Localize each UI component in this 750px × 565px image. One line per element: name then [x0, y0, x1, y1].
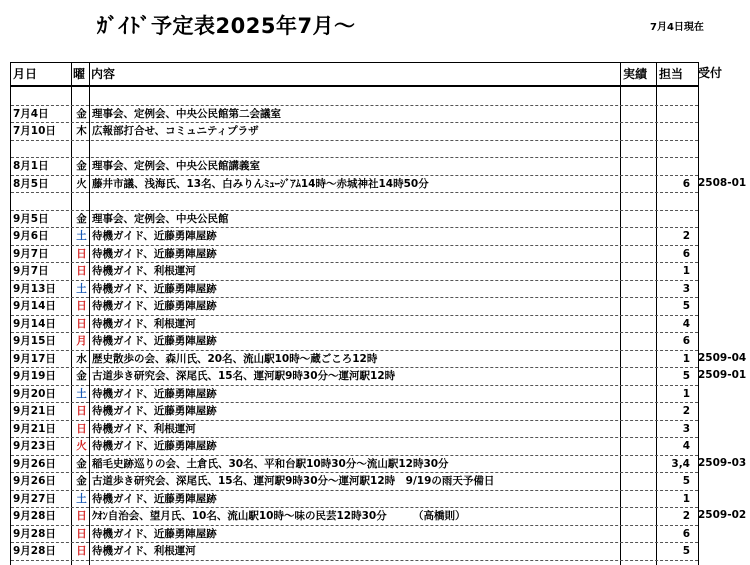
table-row [11, 245, 698, 264]
day-cell [73, 87, 90, 105]
tanto-cell [656, 140, 690, 158]
date-cell: 8月1日 [13, 160, 49, 172]
tanto-cell [656, 157, 690, 175]
tanto-cell: 1 [682, 352, 690, 365]
content-cell: 待機ガイド、近藤勇陣屋跡 [92, 300, 217, 312]
table-row [11, 350, 698, 369]
day-cell: 土 [76, 387, 87, 400]
date-cell: 9月7日 [13, 265, 49, 277]
tanto-cell: 1 [682, 492, 690, 505]
date-cell: 9月28日 [13, 545, 56, 557]
table-row [11, 105, 698, 124]
date-cell: 9月14日 [13, 300, 56, 312]
day-cell: 日 [76, 317, 87, 330]
table-row [11, 525, 698, 544]
table-row [11, 332, 698, 351]
content-cell: 待機ガイド、近藤勇陣屋跡 [92, 230, 217, 242]
tanto-cell: 6 [682, 335, 690, 347]
day-cell: 土 [76, 230, 87, 242]
day-cell: 金 [76, 370, 87, 382]
tanto-cell: 5 [682, 475, 690, 487]
table-row [11, 262, 698, 281]
table-row [11, 315, 698, 334]
table-row [11, 542, 698, 561]
header-day: 曜 [73, 67, 86, 81]
day-cell: 月 [76, 335, 87, 347]
table-row [11, 297, 698, 316]
uketsuke-cell: 2509-02 [698, 509, 747, 521]
date-cell: 9月6日 [13, 230, 49, 242]
content-cell: 待機ガイド、利根運河 [92, 265, 196, 277]
tanto-cell [656, 105, 690, 123]
day-cell: 金 [76, 107, 87, 120]
table-row [11, 507, 698, 526]
uketsuke-cell: 2508-01 [698, 176, 747, 189]
date-cell: 9月20日 [13, 387, 56, 400]
page-title: ｶﾞｲﾄﾞ予定表2025年7月～ [97, 14, 356, 38]
schedule-table [10, 62, 699, 565]
date-cell: 9月21日 [13, 405, 56, 417]
tanto-cell: 6 [682, 527, 690, 540]
tanto-cell: 6 [682, 177, 690, 190]
uketsuke-cell: 2509-04 [698, 351, 747, 364]
tanto-cell: 1 [682, 265, 690, 277]
tanto-cell: 6 [682, 247, 690, 260]
date-cell: 9月26日 [13, 457, 56, 470]
content-cell: 待機ガイド、近藤勇陣屋跡 [92, 440, 217, 452]
day-cell: 日 [76, 510, 87, 522]
header-content: 内容 [91, 67, 116, 81]
tanto-cell: 3,4 [671, 457, 690, 470]
content-cell: 待機ガイド、近藤勇陣屋跡 [92, 247, 217, 260]
content-cell: 古道歩き研究会、深尾氏、15名、運河駅9時30分～運河駅12時 9/19の雨天予備日 [92, 475, 495, 487]
date-cell: 9月15日 [13, 335, 56, 347]
table-row [11, 140, 698, 159]
date-cell: 9月21日 [13, 422, 56, 435]
header-uketsuke: 受付 [698, 66, 723, 80]
day-cell [73, 192, 90, 210]
day-cell: 日 [76, 300, 87, 312]
content-cell: 古道歩き研究会、深尾氏、15名、運河駅9時30分～運河駅12時 [92, 370, 396, 382]
day-cell: 金 [76, 160, 87, 172]
table-row [11, 472, 698, 491]
content-cell: 理事会、定例会、中央公民館第二会議室 [92, 107, 281, 120]
date-cell: 8月5日 [13, 177, 49, 190]
header-jisseki: 実績 [623, 67, 648, 81]
tanto-cell: 2 [682, 510, 690, 522]
date-cell: 9月27日 [13, 492, 56, 505]
tanto-cell [656, 122, 690, 140]
date-cell: 9月26日 [13, 475, 56, 487]
tanto-cell: 3 [682, 422, 690, 435]
tanto-cell: 5 [682, 370, 690, 382]
tanto-cell [656, 87, 690, 105]
uketsuke-cell: 2509-01 [698, 369, 747, 381]
day-cell: 日 [76, 247, 87, 260]
content-cell: 広報部打合せ、コミュニティプラザ [92, 125, 259, 137]
tanto-cell: 2 [682, 405, 690, 417]
content-cell: 待機ガイド、近藤勇陣屋跡 [92, 405, 217, 417]
content-cell: 待機ガイド、近藤勇陣屋跡 [92, 527, 217, 540]
content-cell: 待機ガイド、利根運河 [92, 422, 196, 435]
day-cell [73, 140, 90, 158]
tanto-cell: 5 [682, 545, 690, 557]
table-row [11, 192, 698, 211]
uketsuke-cell: 2509-03 [698, 456, 747, 469]
date-cell: 9月19日 [13, 370, 56, 382]
table-row [11, 87, 698, 106]
tanto-cell: 4 [682, 317, 690, 330]
table-row [11, 420, 698, 439]
table-row [11, 210, 698, 229]
tanto-cell [656, 210, 690, 228]
content-cell: ｸｵﾝ自治会、望月氏、10名、流山駅10時～味の民芸12時30分 （高橋則） [92, 510, 466, 522]
header-tanto: 担当 [659, 67, 684, 81]
as-of-date: 7月4日現在 [650, 22, 704, 33]
date-cell: 9月28日 [13, 510, 56, 522]
table-row [11, 402, 698, 421]
content-cell: 待機ガイド、近藤勇陣屋跡 [92, 492, 217, 505]
day-cell: 日 [76, 545, 87, 557]
table-row [11, 157, 698, 176]
table-row [11, 175, 698, 194]
day-cell: 土 [76, 282, 87, 295]
table-row [11, 455, 698, 474]
tanto-cell: 5 [682, 300, 690, 312]
header-date: 月日 [13, 67, 38, 81]
content-cell: 歴史散歩の会、森川氏、20名、流山駅10時～蔵ごころ12時 [92, 352, 378, 365]
content-cell: 稲毛史跡巡りの会、土倉氏、30名、平和台駅10時30分～流山駅12時30分 [92, 457, 449, 470]
table-row [11, 280, 698, 299]
day-cell: 金 [76, 212, 87, 225]
content-cell: 待機ガイド、利根運河 [92, 317, 196, 330]
table-row [11, 437, 698, 456]
content-cell: 待機ガイド、近藤勇陣屋跡 [92, 335, 217, 347]
tanto-cell [656, 192, 690, 210]
content-cell: 理事会、定例会、中央公民館 [92, 212, 229, 225]
date-cell: 9月23日 [13, 440, 56, 452]
tanto-cell: 1 [682, 387, 690, 400]
day-cell: 日 [76, 405, 87, 417]
content-cell: 待機ガイド、近藤勇陣屋跡 [92, 387, 217, 400]
day-cell: 土 [76, 492, 87, 505]
date-cell: 9月28日 [13, 527, 56, 540]
tanto-cell: 4 [682, 440, 690, 452]
day-cell: 水 [76, 352, 87, 365]
date-cell: 9月5日 [13, 212, 49, 225]
date-cell: 9月7日 [13, 247, 49, 260]
content-cell: 待機ガイド、利根運河 [92, 545, 196, 557]
day-cell: 日 [76, 527, 87, 540]
day-cell: 金 [76, 475, 87, 487]
table-row [11, 122, 698, 141]
table-header [11, 63, 698, 87]
date-cell: 9月14日 [13, 317, 56, 330]
day-cell: 金 [76, 457, 87, 470]
day-cell: 日 [76, 265, 87, 277]
tanto-cell: 2 [682, 230, 690, 242]
date-cell: 9月13日 [13, 282, 56, 295]
date-cell: 9月17日 [13, 352, 56, 365]
tanto-cell: 3 [682, 282, 690, 295]
content-cell: 待機ガイド、近藤勇陣屋跡 [92, 282, 217, 295]
content-cell: 藤井市議、浅海氏、13名、白みりんﾐｭｰｼﾞｱﾑ14時～赤城神社14時50分 [92, 177, 429, 190]
table-row [11, 367, 698, 386]
content-cell: 理事会、定例会、中央公民館講義室 [92, 160, 260, 172]
date-cell: 7月10日 [13, 125, 56, 137]
day-cell: 日 [76, 422, 87, 435]
day-cell: 木 [76, 125, 87, 137]
table-row [11, 227, 698, 246]
day-cell: 火 [76, 177, 87, 190]
day-cell: 火 [76, 440, 87, 452]
date-cell: 7月4日 [13, 107, 49, 120]
table-row [11, 385, 698, 404]
table-row [11, 490, 698, 509]
